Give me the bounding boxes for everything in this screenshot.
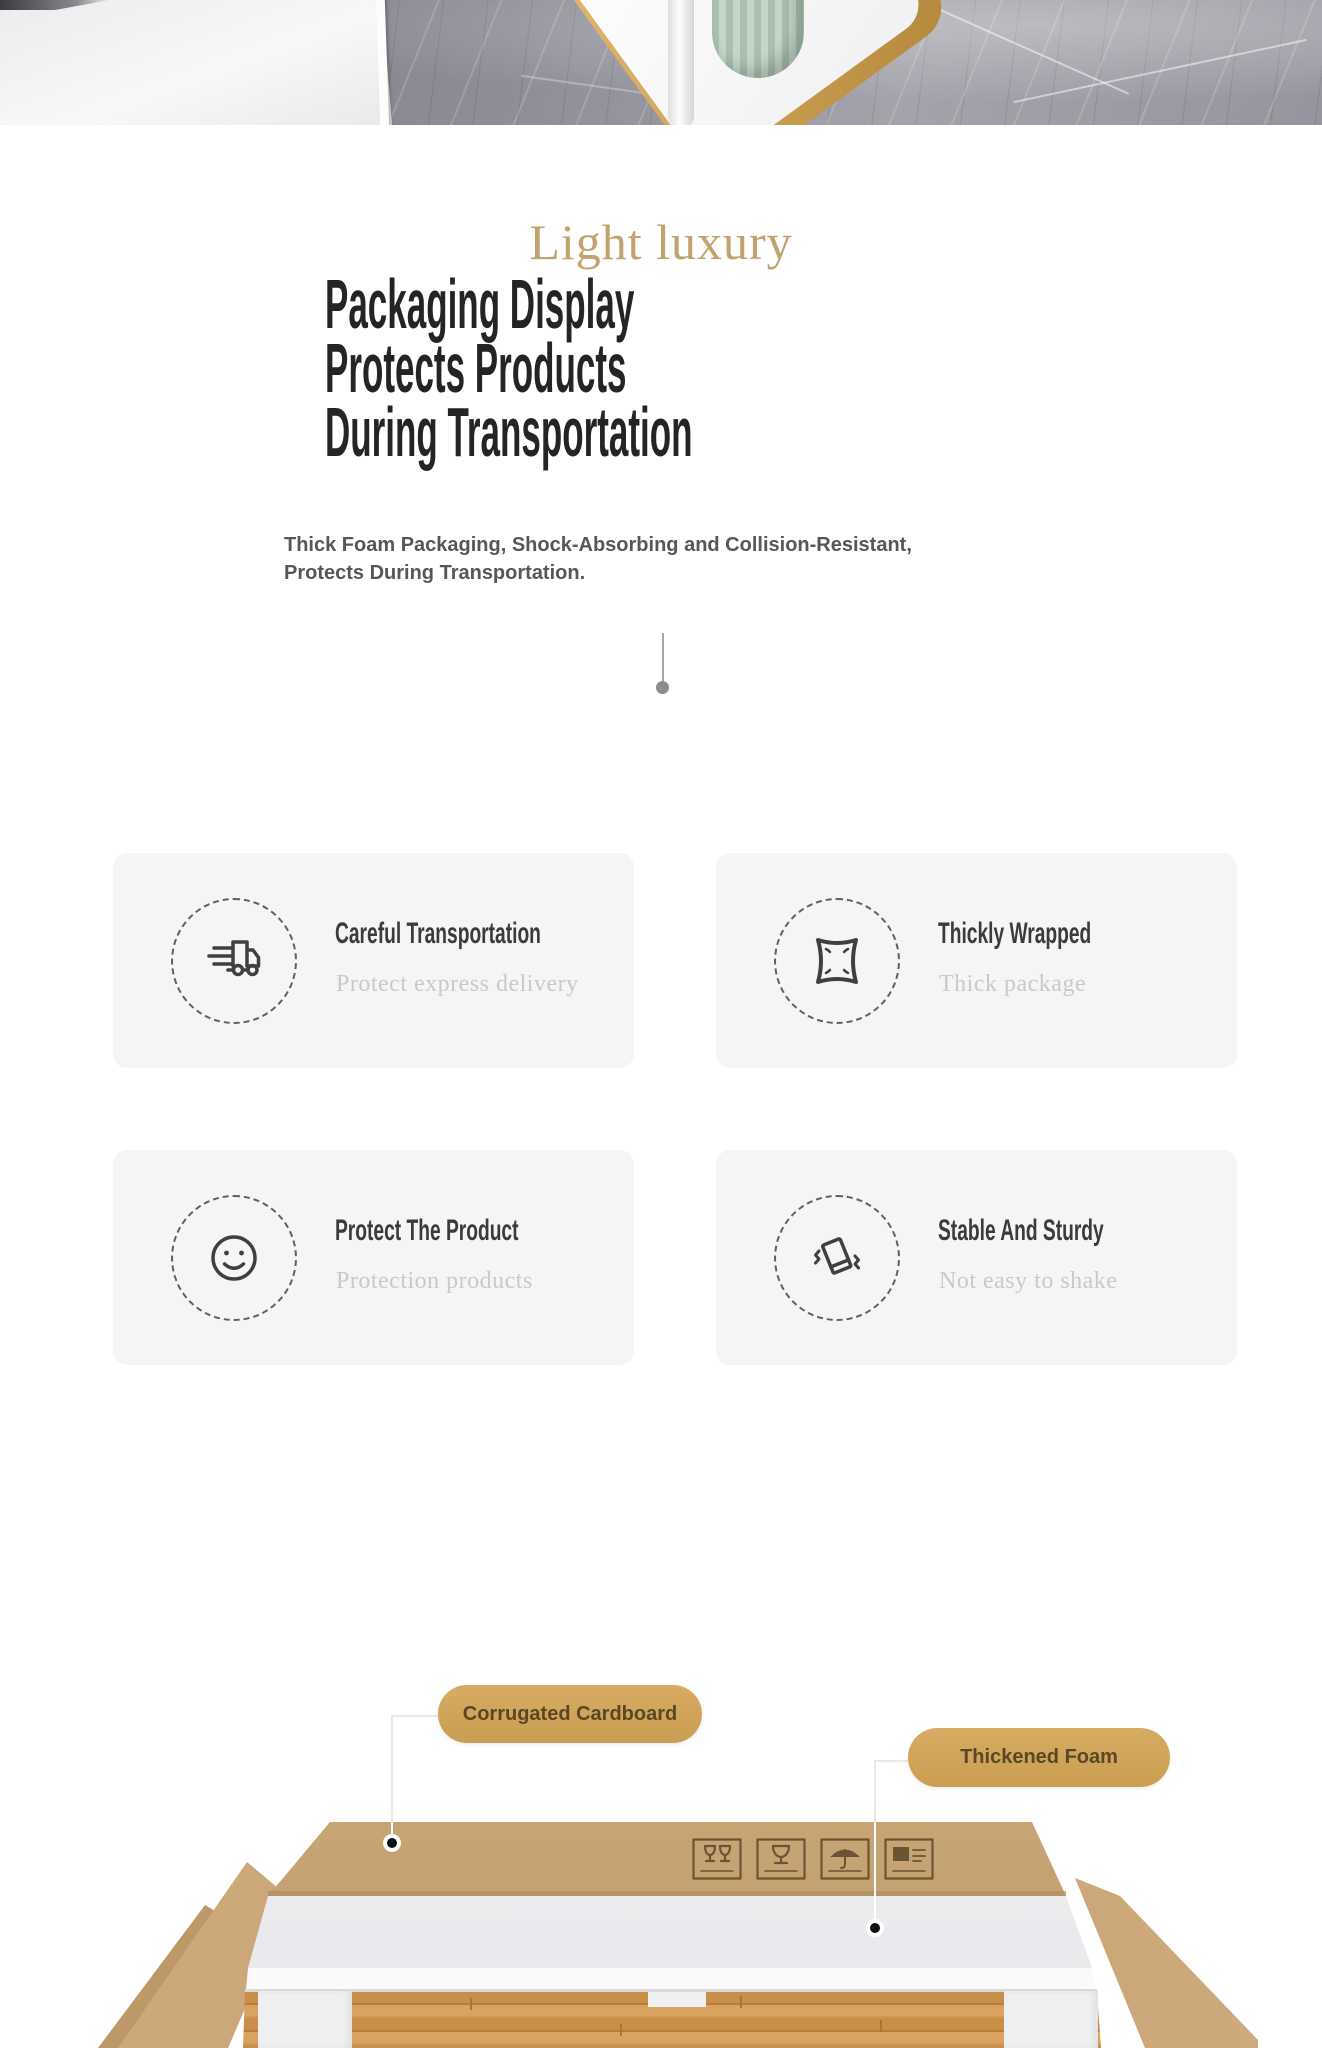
- dashed-circle: [774, 1195, 900, 1321]
- fragile-icon: [756, 1838, 806, 1880]
- decorative-pin-dot: [656, 681, 669, 694]
- white-cabinet: [0, 0, 400, 125]
- feature-subtitle: Protection products: [336, 1268, 533, 1294]
- callout-label-thickened-foam: [908, 1728, 1170, 1787]
- leader-line: [391, 1715, 393, 1823]
- wood-seam: [620, 2024, 622, 2036]
- feature-title: Careful Transportation: [335, 917, 541, 950]
- delivery-truck-icon: [202, 929, 266, 993]
- foam-corner-protector-right: [1004, 1991, 1098, 2048]
- foam-tab: [648, 1992, 706, 2007]
- wood-seam: [470, 1998, 472, 2010]
- callout-label-corrugated-cardboard: [438, 1685, 702, 1743]
- callout-dot-cardboard: [383, 1834, 401, 1852]
- shipping-marks: [692, 1838, 934, 1880]
- hero-subtitle: [284, 531, 912, 587]
- foam-corner-protector-left: [258, 1991, 352, 2048]
- page-title-line-2: Protects Products: [325, 329, 627, 407]
- feature-card-thickly-wrapped: [716, 853, 1237, 1068]
- page-title-line-3: During Transportation: [325, 393, 693, 471]
- decorative-pin-line: [662, 633, 664, 685]
- page-title-line-1: Packaging Display: [325, 265, 635, 343]
- wood-seam: [740, 1996, 742, 2008]
- feature-title: Protect The Product: [335, 1214, 519, 1247]
- table-leg: [668, 0, 694, 125]
- feature-card-protect-the-product: [113, 1150, 634, 1365]
- hero-subtitle-line-1: Thick Foam Packaging, Shock-Absorbing and Collision-Resistant,: [284, 534, 912, 556]
- tagline: Light luxury: [529, 214, 793, 270]
- callout-dot-foam: [866, 1919, 884, 1937]
- feature-card-stable-and-sturdy: [716, 1150, 1237, 1365]
- smiley-face-icon: [202, 1226, 266, 1290]
- feature-subtitle: Thick package: [939, 971, 1087, 997]
- dashed-circle: [171, 898, 297, 1024]
- page-title: [325, 265, 693, 471]
- marble-vein: [1013, 39, 1307, 103]
- callout-label-text: Corrugated Cardboard: [462, 1702, 678, 1725]
- dashed-circle: [774, 898, 900, 1024]
- hero-subtitle-line-2: Protects During Transportation.: [284, 562, 586, 584]
- carton-back-flap-edge: [268, 1891, 1066, 1896]
- handle-with-care-icon: [692, 1838, 742, 1880]
- packaging-cutaway-scene: [0, 1600, 1322, 2048]
- shaking-box-icon: [805, 1226, 869, 1290]
- keep-dry-icon: [820, 1838, 870, 1880]
- wood-seam: [880, 2020, 882, 2032]
- pillow-icon: [805, 929, 869, 993]
- feature-subtitle: Not easy to shake: [939, 1268, 1118, 1294]
- feature-title: Stable And Sturdy: [938, 1214, 1104, 1247]
- callout-label-text: Thickened Foam: [960, 1746, 1118, 1768]
- lifestyle-photo: [0, 0, 1322, 125]
- feature-title: Thickly Wrapped: [938, 917, 1092, 950]
- leader-line: [874, 1823, 876, 1920]
- leader-line: [392, 1715, 438, 1717]
- leader-line: [875, 1760, 908, 1762]
- shipping-label-icon: [884, 1838, 934, 1880]
- feature-subtitle: Protect express delivery: [336, 971, 579, 997]
- dashed-circle: [171, 1195, 297, 1321]
- leader-line: [874, 1760, 876, 1823]
- feature-card-careful-transportation: [113, 853, 634, 1068]
- feature-card-grid: [113, 853, 1237, 1365]
